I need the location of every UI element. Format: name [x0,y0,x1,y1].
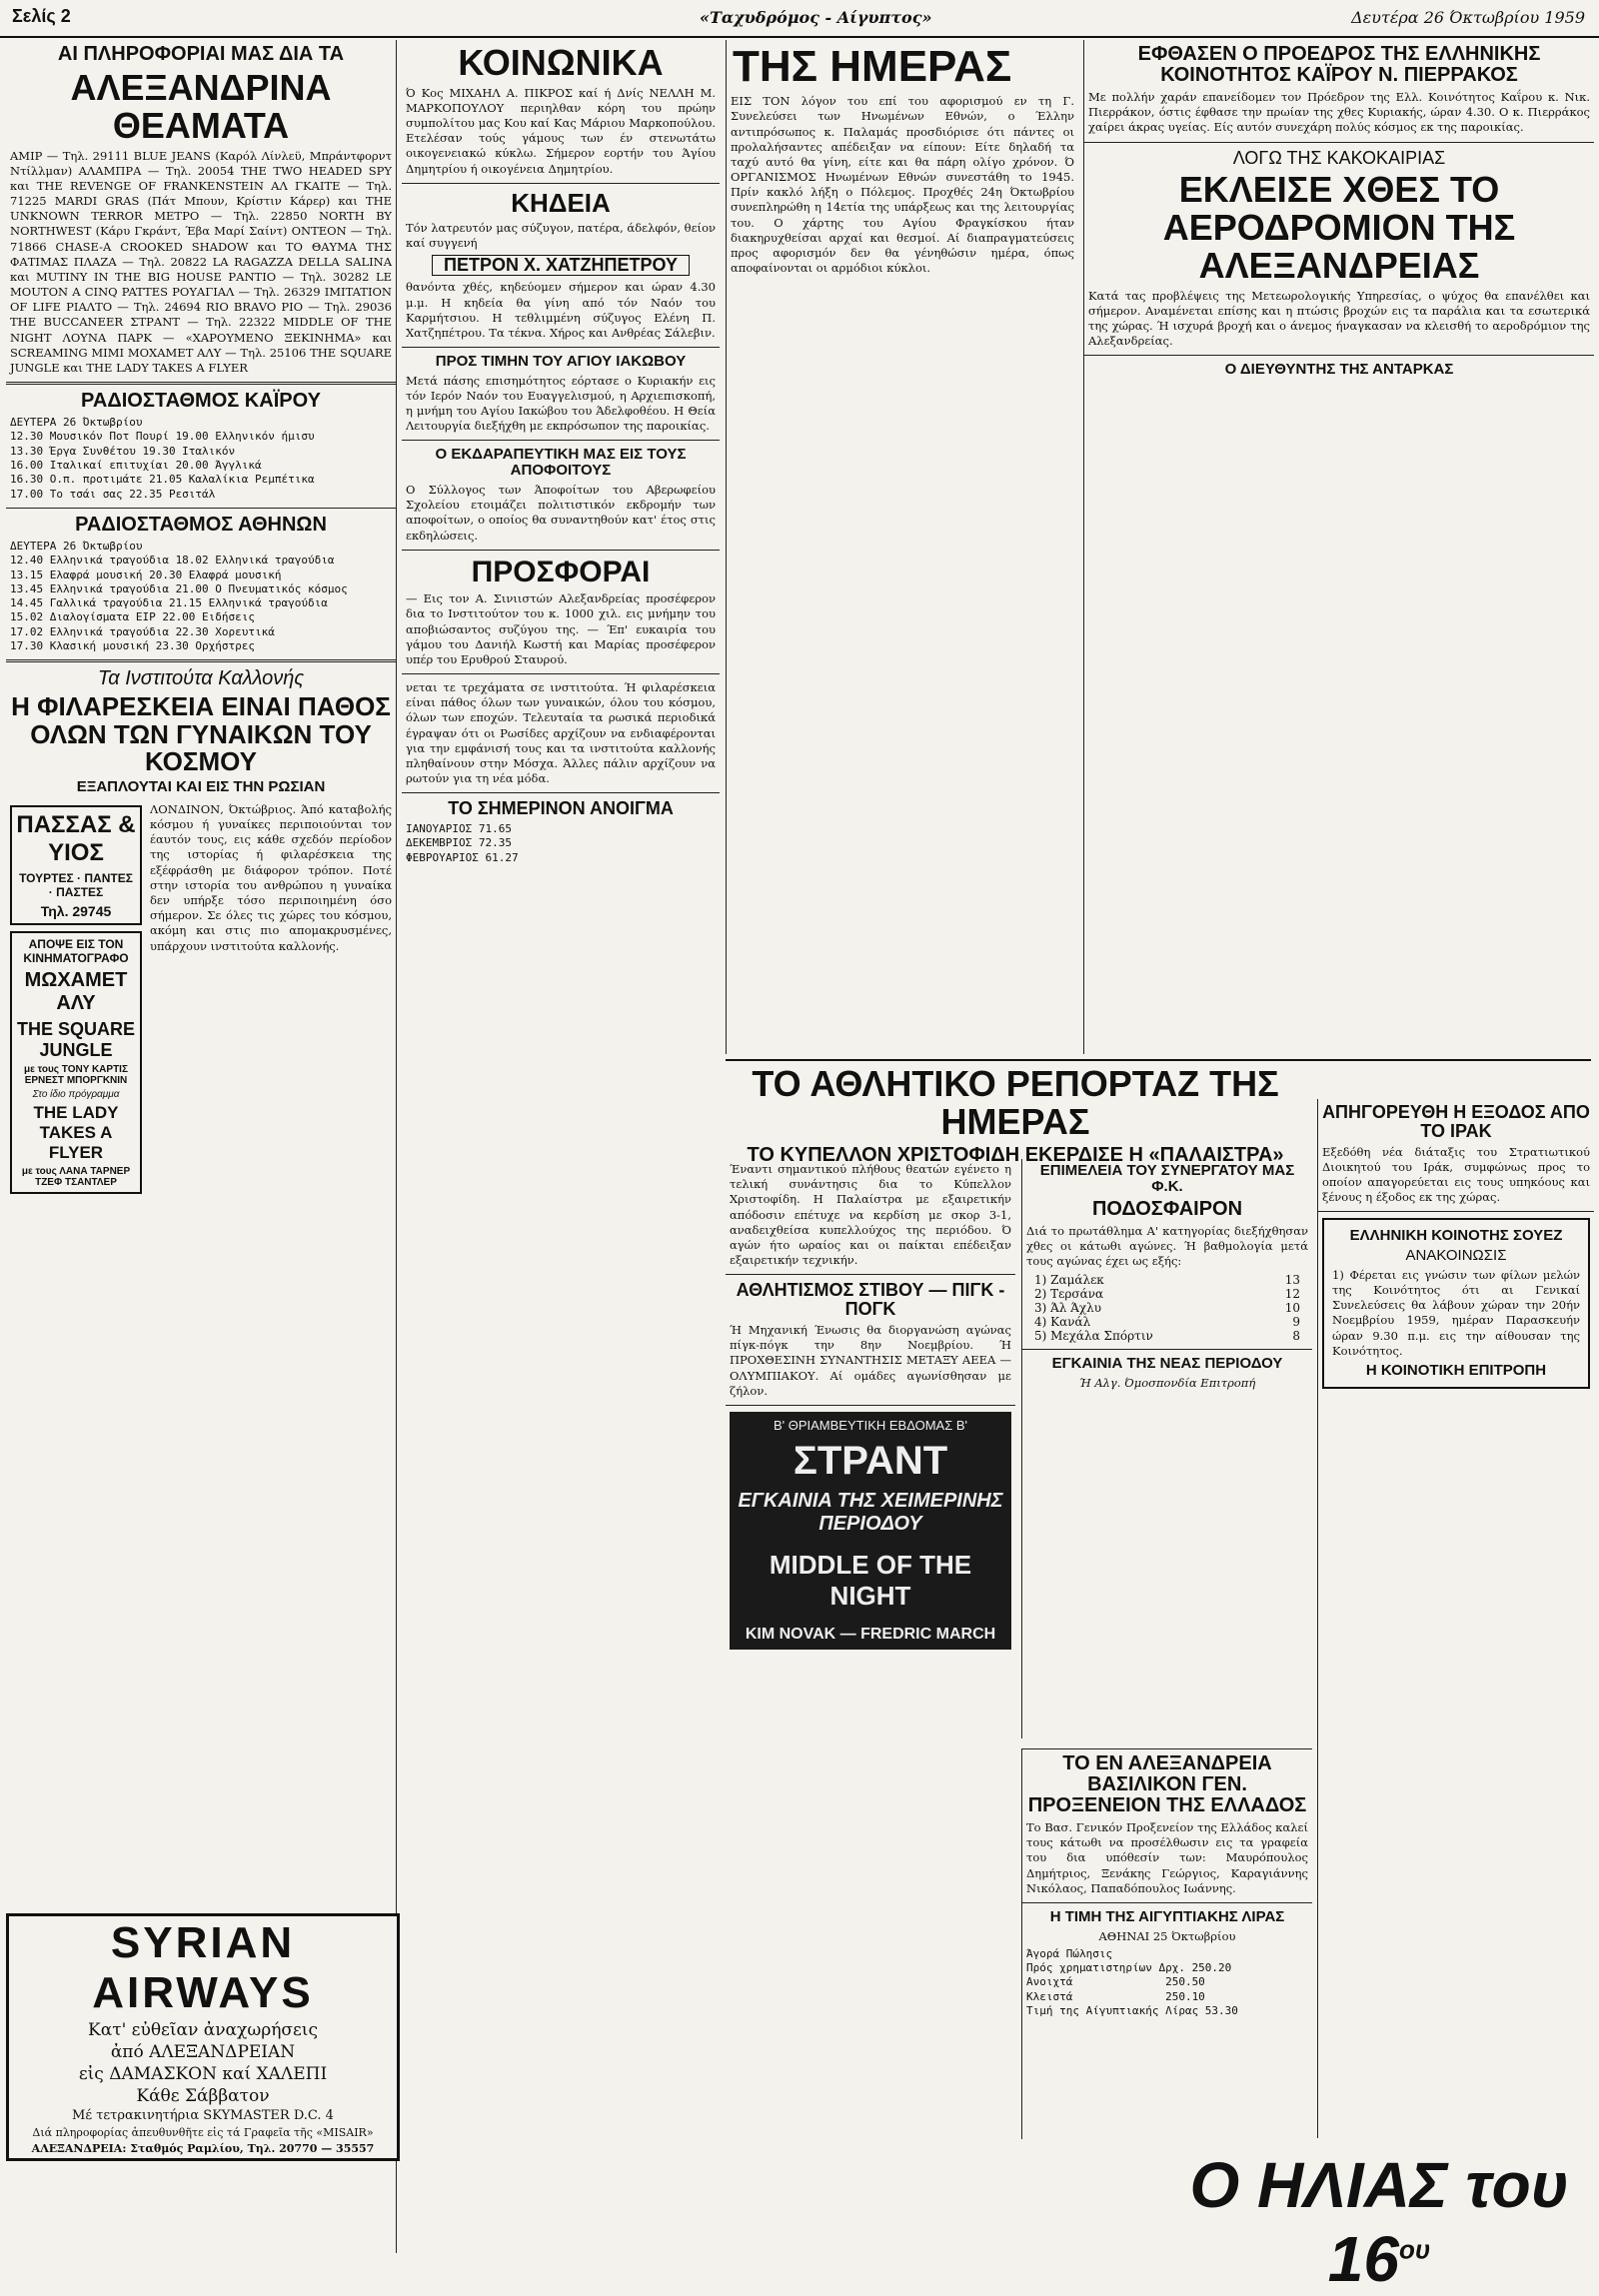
radio-athens-headline: ΡΑΔΙΟΣΤΑΘΜΟΣ ΑΘΗΝΩΝ [75,513,327,536]
cup-article: Έναντι σημαντικού πλήθους θεατών εγένετο η τελική συνάντησις δια το Κύπελλον Χριστοφίδη. Η Παλαίστρα με εξαιρετικήν απόδοσιν επέτυχε να κερδίση με σκορ 3-1, αναδειχθείσα κυπελλούχος της περιόδου. Ό αγών ήτο ωραίος και οι παίκται επέδειξαν εξαιρετικήν τεχνικήν. [730,1162,1011,1268]
church-headline: ΠΡΟΣ ΤΙΜΗΝ ΤΟΥ ΑΓΙΟΥ ΙΑΚΩΒΟΥ [435,353,687,371]
standings-row [1034,1329,1300,1343]
column-2 [402,40,720,2253]
standings-points: 10 [1284,1301,1300,1316]
radio-cairo-schedule: ΔΕΥΤΕΡΑ 26 Όκτωβρίου 12.30 Μουσικόν Ποτ Πουρί 19.00 Ελληνικόν ήμισυ 13.30 Έργα Συνθέτου 19.30 Ιταλικόν 16.00 Ιταλικαί επιτυχίαι 20.00 Άγγλικά 16.30 Ο.π. προτιμάτε 21.05 Καλαλίκια Ρεμπέτικα 17.00 Το τσάι σας 22.35 Ρεσιτάλ [10,416,315,501]
consulate-headline: ΤΟ ΕΝ ΑΛΕΞΑΝΔΡΕΙΑ ΒΑΣΙΛΙΚΟΝ ΓΕΝ. ΠΡΟΞΕΝΕΙΟΝ ΤΗΣ ΕΛΛΑΔΟΣ [1027,1752,1307,1816]
divider [402,673,720,674]
divider [6,508,396,509]
funeral-intro: Τόν λατρευτόν μας σύζυγον, πατέρα, άδελφόν, θείον καί συγγενή [406,221,716,251]
beauty-headline: Η ΦΙΛΑΡΕΣΚΕΙΑ ΕΙΝΑΙ ΠΑΘΟΣ ΟΛΩΝ ΤΩΝ ΓΥΝΑΙΚΩΝ ΤΟΥ ΚΟΣΜΟΥ [11,691,391,776]
airways-line-2: ἀπό ΑΛΕΞΑΝΔΡΕΙΑΝ [110,2042,296,2062]
theaters-listing: ΑΜΙΡ — Τηλ. 29111 BLUE JEANS (Καρόλ Λίνλεϋ, Μπράντφορντ Ντίλλμαν) ΑΛΑΜΠΡΑ — Τηλ. 20054 THE TWO HEADED SPY και THE REVENGE OF FRANKENSTEIN ΑΛ ΓΚΑΙΤΕ — Τηλ. 71225 MARDI GRAS (Πάτ Μπουν, Κρίστιν Κάρερ) και THE UNKNOWN TERROR ΜΕΤΡΟ — Τηλ. 22850 NORTH BY NORTHWEST (Κάρυ Γκράντ, Έβα Μαρί Σαίντ) ΟΝΤΕΟΝ — Τηλ. 71866 CHASE-A CROOKED SHADOW και ΤΟ ΘΑΥΜΑ ΤΗΣ ΦΑΤΙΜΑΣ ΠΛΑΖΑ — Τηλ. 20822 LA RAGAZZA DELLA SALINA και MUTINY IN THE BIG HOUSE ΡΑΝΤΙΟ — Τηλ. 30282 LE MOUTON A CINQ PATTES ΡΟΥΑΓΙΑΛ — Τηλ. 26329 IMITATION OF LIFE ΡΙΑΛΤΟ — Τηλ. 24694 RIO BRAVO ΡΙΟ — Τηλ. 29036 THE BUCCANEER ΣΤΡΑΝΤ — Τηλ. 22322 MIDDLE OF THE NIGHT ΛΟΥΝΑ ΠΑΡΚ — «ΧΑΡΟΥΜΕΝΟ ΞΕΚΙΝΗΜΑ» και SCREAMING MIMI ΜΟΧΑΜΕΤ ΑΛΥ — Τηλ. 25106 THE SQUARE JUNGLE και THE LADY TAKES A FLYER [10,148,392,375]
film-banner: Β' ΘΡΙΑΜΒΕΥΤΙΚΗ ΕΒΔΟΜΑΣ Β' [773,1417,968,1433]
social-headline: ΚΟΙΝΩΝΙΚΑ [458,42,664,83]
church-article: Μετά πάσης επισημότητος εόρτασε ο Κυριακήν εις τόν Ιερόν Ναόν του Ευαγγελισμού, η Αρχιεπισκοπή, η μνήμη του Αγίου Ιακώβου του Άδελφοθέου. Η Θεία Λειτουργία διεξήχθη με εκπρόσωπον της παροικίας. [406,373,716,434]
page-header [0,0,1599,38]
cinema-ad-pre: ΑΠΟΨΕ ΕΙΣ ΤΟΝ ΚΙΝΗΜΑΤΟΓΡΑΦΟ [23,936,129,965]
strand-film-ad [730,1412,1011,1650]
consulate-section [1021,1748,1312,2139]
standings-row [1034,1301,1300,1315]
column-4 [1083,40,1594,1054]
film-opening: ΕΓΚΑΙΝΙΑ ΤΗΣ ΧΕΙΜΕΡΙΝΗΣ ΠΕΡΙΟΔΟΥ [738,1489,1003,1535]
president-article: Με πολλήν χαράν επανείδομεν τον Πρόεδρον της Ελλ. Κοινότητος Καΐρου κ. Νικ. Πιερράκον, όστις έφθασε την πρωίαν της χθες Κυριακής, ώραν 4.30. Ο κ. Πιερράκος χαίρει άκρας υγείας. Είς αυτόν συνεχάρη πολύς κόσμος εκ της παροικίας. [1088,90,1590,135]
cinema-ad-prog: Στο ίδιο πρόγραμμα [32,1088,120,1100]
suez-article: 1) Φέρεται εις γνώσιν των φίλων μελών της Κοινότητος ότι αι Γενικαί Συνελεύσεις θα λάβουν χώραν την 20ήν Νοεμβρίου 1959, ημέραν Παρασκευήν ώραν 9.30 π.μ. εις την αίθουσαν της Κοινότητος. [1332,1267,1580,1358]
passas-ad-items: ΤΟΥΡΤΕΣ · ΠΑΝΤΕΣ · ΠΑΣΤΕΣ [19,870,133,899]
sports-headline: ΤΟ ΑΘΛΗΤΙΚΟ ΡΕΠΟΡΤΑΖ ΤΗΣ ΗΜΕΡΑΣ [752,1063,1279,1142]
divider [1318,1211,1594,1212]
season-headline: ΕΓΚΑΙΝΙΑ ΤΗΣ ΝΕΑΣ ΠΕΡΙΟΔΟΥ [1051,1355,1283,1373]
cinema-ad-name: ΜΩΧΑΜΕΤ ΑΛΥ [24,968,128,1014]
beauty-kicker: Τα Ινστιτούτα Καλλονής [97,667,305,690]
social-article: Ό Κος ΜΙΧΑΗΛ Α. ΠΙΚΡΟΣ καί ή Δνίς ΝΕΛΛΗ Μ. ΜΑΡΚΟΠΟΥΛΟΥ περιηλθαν κόρη του πρώην συμπολίτου μας Κου καί Κας Μάριου Μαρκοπούλου. Ετελέσαν τούς γάμους των έν στενωτάτω οικογενειακώ κύκλω. Σήμερον εορτήν του Άγίου Δημητρίου ή οικογένεια Δημητρίου. [406,85,716,176]
column-3 [726,40,1078,1054]
beauty-continuation: νεται τε τρεχάματα σε ινστιτούτα. Ή φιλαρέσκεια είναι πάθος όλων των γυναικών, όλου του κόσμου, όλων των εποχών. Τελευταία τα ρωσικά περιοδικά έγραψαν ότι οι Ρωσίδες αρχίζουν να ενδιαφέρονται για την εμφάνισή τους και τα ινστιτούτα καλλονής πληθαίνουν στην Μόσχα. Άλλες πάλιν αρχίζουν να ρωτούν για τη νέα μόδα. [406,680,716,786]
lira-date: ΑΘΗΝΑΙ 25 Όκτωβρίου [1098,1928,1236,1943]
airways-title: SYRIAN AIRWAYS [92,1918,314,2017]
suez-notice [1322,1218,1590,1388]
cup-headline: ΤΟ ΚΥΠΕΛΛΟΝ ΧΡΙΣΤΟΦΙΔΗ ΕΚΕΡΔΙΣΕ Η «ΠΑΛΑΙΣΤΡΑ» [747,1143,1284,1166]
standings-table [1034,1273,1300,1343]
standings-team: 2) Τερσάνα [1034,1287,1104,1302]
funeral-name: ΠΕΤΡΟΝ Χ. ΧΑΤΖΗΠΕΤΡΟΥ [432,255,690,276]
day-article: ΕΙΣ ΤΟΝ λόγον του επί του αφορισμού εν τη Γ. Συνελεύσει των Ηνωμένων Εθνών, ο Έλλην αντιπρόσωπος κ. Παλαμάς προσδιόρισε ότι πάντες οι προλαλήσαντες απέδειξαν να είπουν: Είτε δηλαδή τα ταχύ αυτό θα γίνη, είτε και θα πάρη ολίγο χρόνον. Ό ΟΡΓΑΝΙΣΜΟΣ Ηνωμένων Εθνών συνεστάθη το 1945. Πρίν κακλό λήξη ο Πόλεμος. Προχθές 24η Όκτωβρίου συνεπληρώθη η 14ετία της υπάρξεως και της λειτουργίας του. Ο χάρτης του Αγίου Φραγκίσκου ήταν διακηρυχθείσαι αρχαί και θεσμοί. Αί διαπραγματεύσεις προς αφορισμόν δεν θα γένηθώσιν ημέρα, όπως αποφαίνονται οι αρμόδιοι κύκλοι. [731,94,1074,276]
film-stars: KIM NOVAK — FREDRIC MARCH [745,1625,996,1643]
standings-row [1034,1273,1300,1287]
airways-line-4: Κάθε Σάββατον [136,2086,270,2106]
cinema-ad-film2: THE LADY TAKES A FLYER [33,1102,119,1162]
divider [726,1405,1015,1406]
ilias-ad-sup: ου [1398,2234,1431,2265]
ad-column [6,799,146,1200]
radio-cairo-headline: ΡΑΔΙΟΣΤΑΘΜΟΣ ΚΑΪΡΟΥ [81,390,321,413]
suez-subhead: ΑΝΑΚΟΙΝΩΣΙΣ [1405,1247,1507,1265]
divider [6,659,396,662]
theaters-kicker: ΑΙ ΠΛΗΡΟΦΟΡΙΑΙ ΜΑΣ ΔΙΑ ΤΑ [57,43,345,65]
standings-row [1034,1315,1300,1329]
divider [402,792,720,793]
divider [1022,1349,1312,1350]
ilias-ad [1164,2148,1594,2295]
iraq-article: Εξεδόθη νέα διάταξις του Στρατιωτικού Διοικητού του Ιράκ, συμφώνως προς το οποίον απαγορεύεται εις τους υπηκόους και ξένους η έξοδος εκ της χώρας. [1322,1144,1590,1205]
film-title: MIDDLE OF THE NIGHT [769,1549,972,1611]
market-opening-values: ΙΑΝΟΥΑΡΙΟΣ 71.65 ΔΕΚΕΜΒΡΙΟΣ 72.35 ΦΕΒΡΟΥΑΡΙΟΣ 61.27 [406,822,519,864]
radio-athens-schedule: ΔΕΥΤΕΡΑ 26 Όκτωβρίου 12.40 Ελληνικά τραγούδια 18.02 Ελληνικά τραγούδια 13.15 Ελαφρά μουσική 20.30 Ελαφρά μουσική 13.45 Ελληνικά τραγούδια 21.00 Ο Πνευματικός κόσμος 14.45 Γαλλικά τραγούδια 21.15 Ελληνικά τραγούδια 15.02 Διαλογίσματα ΕΙΡ 22.00 Ειδήσεις 17.02 Ελληνικά τραγούδια 22.30 Χορευτικά 17.30 Κλασική μουσική 23.30 Ορχήστρες [10,539,348,653]
beauty-article: ΛΟΝΔΙΝΟΝ, Όκτώβριος. Άπό καταβολής κόσμου ή γυναίκες περιποιούνται τον έαυτόν τους, εις κάθε σχεδόν περίοδον της ιστορίας ή φιλαρέσκεια της εξέφράσθη με διάφορον τρόπον. Ποτέ στην ιστορία του ανθρώπου η γυναίκα δεν υπήρξε τόσο περιποιημένη όσο σήμερον. Σε όλες τις χώρες του κόσμου, ακόμη και στις πιο απομακρυσμένες, υπάρχουν ινστιτούτα καλλονής. [150,801,392,953]
airways-line-5: Μέ τετρακινητήρια SKYMASTER D.C. 4 [72,2108,334,2123]
ilias-ad-text: Ο ΗΛΙΑΣ του 16 [1189,2149,1569,2295]
divider [402,550,720,551]
day-headline: ΤΗΣ ΗΜΕΡΑΣ [733,42,1012,91]
cinema-ad-cast1: με τους TONY ΚΑΡΤΙΣ ΕΡΝΕΣΤ ΜΠΟΡΓΚΝΙΝ [24,1063,128,1086]
season-signature: Ή Αλγ. Όμοσπονδία Επιτροπή [1078,1375,1256,1390]
standings-points: 13 [1284,1273,1300,1288]
offers-article: — Εις τον Α. Σινιιστών Αλεξανδρείας προσέφερον δια το Ινστιτούτον του κ. 1000 χιλ. εις μνήμην του αποβιώσαντος συζύγου της. — Έπ' ευκαιρία του γάμου του Δανιήλ Κωστή και Μαρίας προσέφερον υπέρ του Ερυθρού Σταυρού. [406,591,716,666]
standings-points: 9 [1292,1315,1300,1330]
cinema-ad-film1: THE SQUARE JUNGLE [16,1018,135,1060]
airways-line-6: Διά πληροφορίας ἀπευθυνθῆτε εἰς τά Γραφεῖα τῆς «MISAIR» [32,2126,374,2139]
divider [726,1274,1015,1275]
director-headline: Ο ΔΙΕΥΘΥΝΤΗΣ ΤΗΣ ΑΝΤΑΡΚΑΣ [1224,361,1454,379]
cinema-ad [10,931,142,1194]
standings-row [1034,1287,1300,1301]
weather-kicker: ΛΟΓΩ ΤΗΣ ΚΑΚΟΚΑΙΡΙΑΣ [1232,147,1446,168]
iraq-headline: ΑΠΗΓΟΡΕΥΘΗ Η ΕΞΟΔΟΣ ΑΠΟ ΤΟ ΙΡΑΚ [1322,1102,1590,1141]
weather-article: Κατά τας προβλέψεις της Μετεωρολογικής Υπηρεσίας, ο ψύχος θα επανέλθει και σήμερον. Αναμένεται επίσης και η πτώσις βροχών εις τα παράλια και τα εσωτερικά της χώρας. Ή ισχυρά βροχή και ο άνεμος ήναγκασαν να κλεισθή το αεροδρόμιον της Αλεξανδρείας. [1088,288,1590,349]
lira-headline: Η ΤΙΜΗ ΤΗΣ ΑΙΓΥΠΤΙΑΚΗΣ ΛΙΡΑΣ [1049,1907,1285,1925]
page-number: Σελίς 2 [12,6,71,26]
divider [1084,355,1594,356]
standings-points: 8 [1292,1329,1300,1344]
market-opening-headline: ΤΟ ΣΗΜΕΡΙΝΟΝ ΑΝΟΙΓΜΑ [448,798,674,819]
divider [1084,142,1594,143]
football-article: Διά το πρωτάθλημα Α' κατηγορίας διεξήχθησαν χθες οι κάτωθι αγώνες. Ή βαθμολογία μετά τους αγώνας έχει ως εξής: [1026,1223,1308,1268]
standings-team: 4) Κανάλ [1034,1315,1091,1330]
divider [6,382,396,385]
president-headline: ΕΦΘΑΣΕΝ Ο ΠΡΟΕΔΡΟΣ ΤΗΣ ΕΛΛΗΝΙΚΗΣ ΚΟΙΝΟΤΗΤΟΣ ΚΑΪΡΟΥ Ν. ΠΙΕΡΡΑΚΟΣ [1137,43,1541,86]
standings-points: 12 [1284,1287,1300,1302]
divider [402,347,720,348]
funeral-body: θανόντα χθές, κηδεύομεν σήμερον και ώραν 4.30 μ.μ. Η κηδεία θα γίνη από τόν Ναόν του Καρμήτσιου. Η τεθλιμμένη σύζυγος Ελένη Π. Χατζηπέτρου. Τα τέκνα. Χήρος και Ανθρέας Σάλεβιν. [406,280,716,340]
pingpong-article: Ή Μηχανική Ένωσις θα διοργανώση αγώνας πίγκ-πόγκ την 8ην Νοεμβρίου. Ή ΠΡΟΧΘΕΣΙΝΗ ΣΥΝΑΝΤΗΣΙΣ ΜΕΤΑΞΥ ΑΕΕΑ — ΟΛΥΜΠΙΑΚΟΥ. Αί ομάδες αγωνίσθησαν με ζήλον. [730,1322,1011,1398]
divider [402,440,720,441]
graduates-article: Ο Σύλλογος των Άποφοίτων του Αβερωφείου Σχολείου ετοιμάζει πολιτιστικόν εκδρομήν των αποφοίτων, ο οποίος θα συναντηθούν κατ' έτος στις εκδηλώσεις. [406,482,716,543]
cinema-ad-cast2: με τους ΛΑΝΑ ΤΑΡΝΕΡ ΤΖΕΦ ΤΣΑΝΤΛΕΡ [21,1165,131,1188]
weather-headline: ΕΚΛΕΙΣΕ ΧΘΕΣ ΤΟ ΑΕΡΟΔΡΟΜΙΟΝ ΤΗΣ ΑΛΕΞΑΝΔΡΕΙΑΣ [1162,169,1516,286]
consulate-article: Το Βασ. Γενικόν Προξενείον της Ελλάδος καλεί τους κάτωθι να προσέλθωσιν εις τα γραφεία του δια υπόθεσίν των: Μαυρόπουλος Δημήτριος, Ξενάκης Γεώργιος, Καραγιάννης Νικόλαος, Παπαδόπουλος Ιωάννης. [1026,1820,1308,1895]
offers-headline: ΠΡΟΣΦΟΡΑΙ [471,555,651,588]
airways-line-3: εἰς ΔΑΜΑΣΚΟΝ καί ΧΑΛΕΠΙ [78,2064,328,2084]
passas-ad [10,805,142,925]
column-4-lower [1317,1099,1594,2138]
standings-team: 3) Άλ Άχλυ [1034,1301,1102,1316]
divider [402,183,720,184]
divider [1022,1902,1312,1903]
passas-ad-name: ΠΑΣΣΑΣ & ΥΙΟΣ [16,810,136,866]
issue-date: Δευτέρα 26 Όκτωβρίου 1959 [1351,8,1585,27]
lira-rates: Άγορά Πώλησις Πρός χρηματιστηρίων Δρχ. 250.20 Ανοιχτά 250.50 Κλειστά 250.10 Τιμή της Αίγυπτιακής Λίρας 53.30 [1026,1946,1238,2017]
football-headline: ΠΟΔΟΣΦΑΙΡΟΝ [1091,1197,1243,1220]
suez-signature: Η ΚΟΙΝΟΤΙΚΗ ΕΠΙΤΡΟΠΗ [1365,1362,1547,1379]
football-editor: ΕΠΙΜΕΛΕΙΑ ΤΟΥ ΣΥΝΕΡΓΑΤΟΥ ΜΑΣ Φ.Κ. [1039,1162,1295,1195]
passas-ad-phone: Τηλ. 29745 [40,902,112,919]
beauty-subhead: ΕΞΑΠΛΟΥΤΑΙ ΚΑΙ ΕΙΣ ΤΗΝ ΡΩΣΙΑΝ [76,778,326,796]
airways-line-7: ΑΛΕΞΑΝΔΡΕΙΑ: Σταθμός Ραμλίου, Τηλ. 20770 — 35557 [31,2142,375,2155]
film-cinema: ΣΤΡΑΝΤ [793,1438,948,1483]
suez-headline: ΕΛΛΗΝΙΚΗ ΚΟΙΝΟΤΗΣ ΣΟΥΕΖ [1349,1227,1563,1245]
funeral-headline: ΚΗΔΕΙΑ [511,187,611,218]
sports-left [726,1159,1015,2248]
standings-team: 1) Ζαμάλεκ [1034,1273,1104,1288]
syrian-airways-ad [6,1913,400,2161]
sports-middle [1021,1159,1312,1738]
airways-line-1: Κατ' εὐθεῖαν ἀναχωρήσεις [88,2020,318,2040]
graduates-headline: Ο ΕΚΔΑΡΑΠΕΥΤΙΚΗ ΜΑΣ ΕΙΣ ΤΟΥΣ ΑΠΟΦΟΙΤΟΥΣ [435,446,687,480]
masthead: «Ταχυδρόμος - Αίγυπτος» [700,8,932,27]
pingpong-headline: ΑΘΛΗΤΙΣΜΟΣ ΣΤΙΒΟΥ — ΠΙΓΚ - ΠΟΓΚ [736,1280,1005,1320]
standings-team: 5) Μεχάλα Σπόρτιν [1034,1329,1153,1344]
theaters-headline: ΑΛΕΞΑΝΔΡΙΝΑ ΘΕΑΜΑΤΑ [70,67,332,146]
